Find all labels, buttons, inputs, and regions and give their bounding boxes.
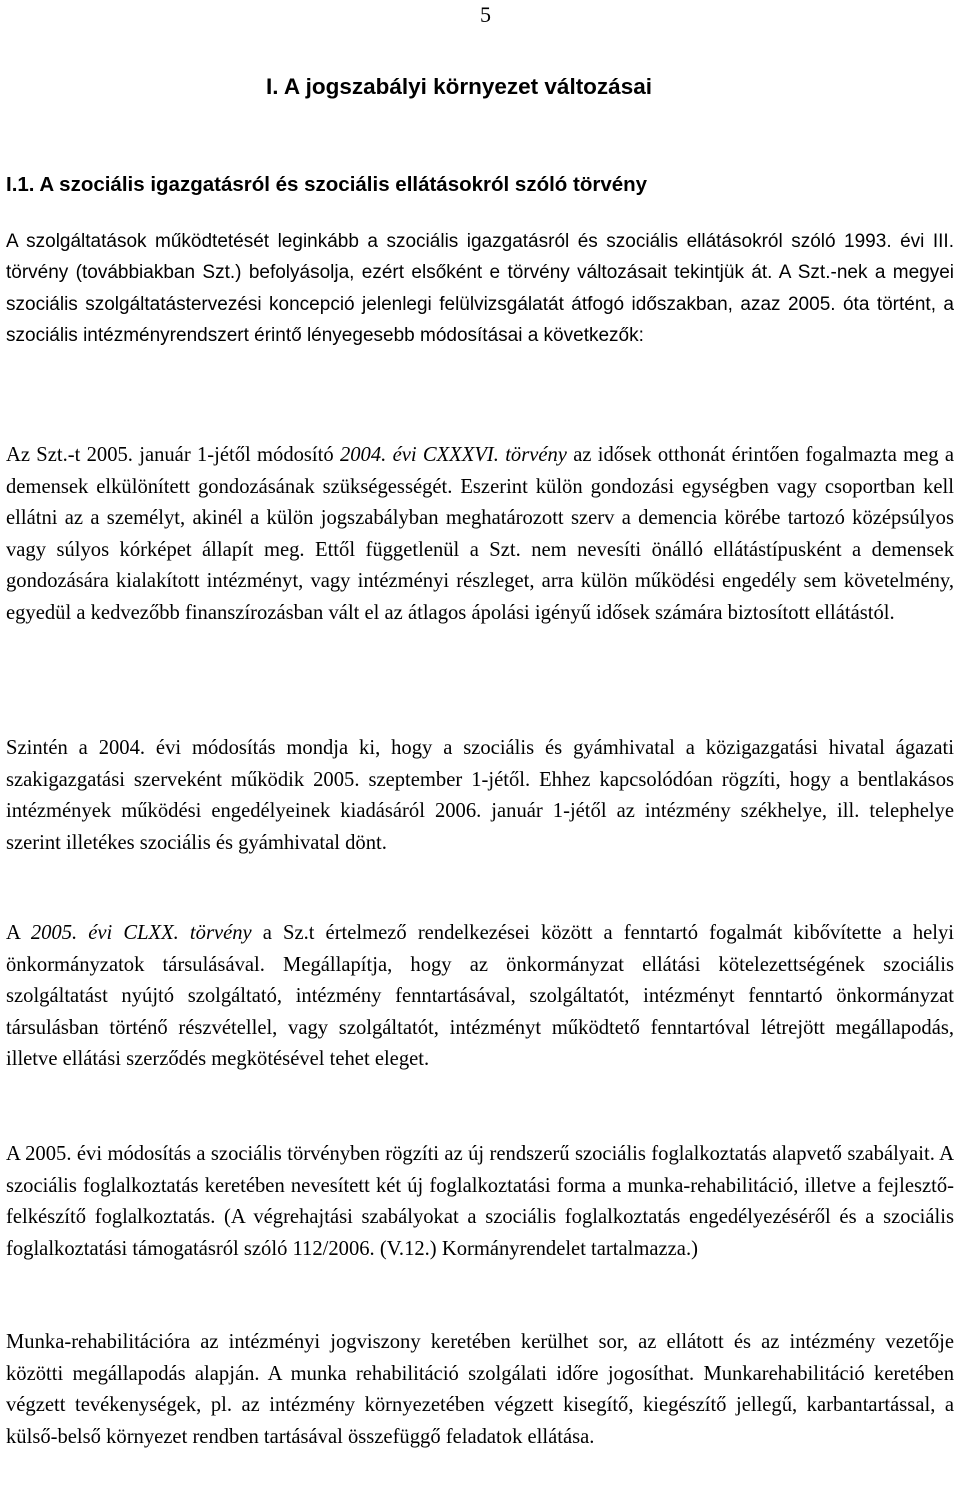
paragraph-work-rehabilitation: Munka-rehabilitációra az intézményi jogviszony keretében kerülhet sor, az ellátott és az intézmény vezetője közötti megállapodás alapján. A munka rehabilitáció szolgálati időre jogosíthat. Munkarehabilitáció keretében végzett tevékenységek, pl. az intézmény környezetében végzett kisegítő, kiegészítő jellegű, karbantartással, a külső-belső környezet rendben tartásával összefüggő feladatok ellátása. [6,1331,954,1448]
chapter-heading: I. A jogszabályi környezet változásai [266,74,652,99]
paragraph-intro: A szolgáltatások működtetését leginkább a szociális igazgatásról és szociális ellátásokról szóló 1993. évi III. törvény (továbbiakban Szt.) befolyásolja, ezért elsőként e törvény változásait tekintjük át. A Szt.-nek a megyei szociális szolgáltatástervezési koncepció jelenlegi felülvizsgálatát átfogó időszakban, azaz 2005. óta történt, a szociális intézményrendszert érintő lényegesebb módosításai a következők: [6,231,954,346]
paragraph-text: Az Szt.-t 2005. január 1-jétől módosító [6,444,340,466]
page-number: 5 [480,2,491,27]
section-heading: I.1. A szociális igazgatásról és szociális ellátásokról szóló törvény [6,173,648,196]
paragraph-text: a Sz.t értelmező rendelkezései között a fenntartó fogalmát kibővítette a helyi önkormányzatok társulásával. Megállapítja, hogy az önkormányzat ellátási kötelezettségének szociális szolgáltatást nyújtó szolgáltató, intézmény fenntartásával, szolgáltatót, intézményt fenntartó önkormányzat társulásban történő részvétellel, vagy szolgáltatót, intézményt működtető fenntartóval létrejött megállapodás, illetve ellátási szerződés megkötésével tehet eleget. [6,922,954,1070]
paragraph-text: az idősek otthonát érintően fogalmazta meg a demensek elkülönített gondozásának szükségességét. Eszerint külön gondozási egységben vagy csoportban kell ellátni az a személyt, akinél a külön jogszabályban meghatározott szerv a demencia körébe tartozó középsúlyos vagy súlyos kórképet állapít meg. Ettől függetlenül a Szt. nem nevesíti önálló ellátástípusként a demensek gondozására kialakított intézményt, vagy intézményi részleget, arra külön működési engedély sem követelmény, egyedül a kedvezőbb finanszírozásban vált el az átlagos ápolási igényű idősek számára biztosított ellátástól. [6,444,954,624]
law-citation: 2004. évi CXXXVI. törvény [339,444,567,466]
paragraph-text: A [6,922,31,944]
paragraph-amendment-2004 [6,440,954,629]
paragraph-amendment-2005 [6,918,954,1076]
law-citation: 2005. évi CLXX. törvény [30,922,252,944]
paragraph-social-employment: A 2005. évi módosítás a szociális törvényben rögzíti az új rendszerű szociális foglalkoztatás alapvető szabályait. A szociális foglalkoztatás keretében nevesített két új foglalkoztatási forma a munka-rehabilitáció, illetve a fejlesztő-felkészítő foglalkoztatás. (A végrehajtási szabályokat a szociális foglalkoztatás engedélyezéséről és a szociális foglalkoztatási támogatásról szóló 112/2006. (V.12.) Kormányrendelet tartalmazza.) [6,1143,954,1260]
paragraph-guardianship-office: Szintén a 2004. évi módosítás mondja ki, hogy a szociális és gyámhivatal a közigazgatási hivatal ágazati szakigazgatási szerveként működik 2005. szeptember 1-jétől. Ehhez kapcsolódóan rögzíti, hogy a bentlakásos intézmények működési engedélyeinek kiadásáról 2006. január 1-jétől az intézmény székhelye, ill. telephelye szerint illetékes szociális és gyámhivatal dönt. [6,737,954,854]
